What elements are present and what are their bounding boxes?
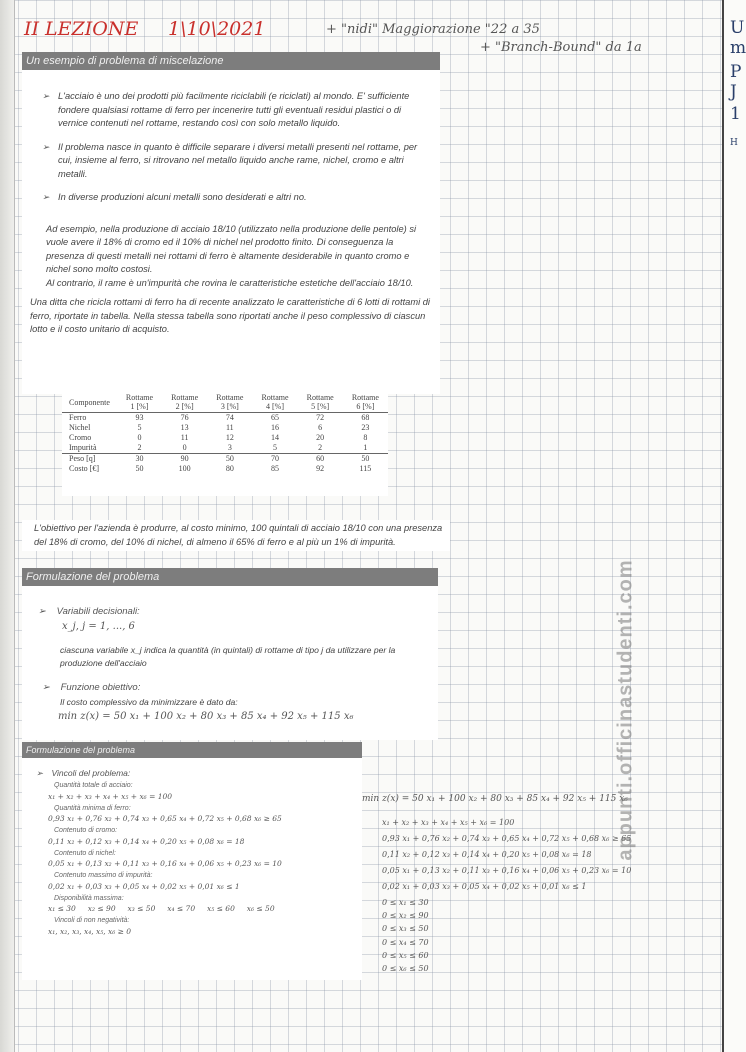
table-cell: 0 xyxy=(182,443,187,452)
table-header: Rottame 5 [%] xyxy=(298,392,343,413)
constraint-expr: 0,05 x₁ + 0,13 x₂ + 0,11 x₃ + 0,16 x₄ + 0,06 x₅ + 0,23 x₆ = 10 xyxy=(48,859,282,868)
notebook-binding xyxy=(0,0,15,1052)
table-cell: 13 xyxy=(180,423,189,432)
bullet-item: ➢ L'acciaio è uno dei prodotti più facilmente riciclabili (e riciclati) al mondo. E' sufficiente fondere qualsiasi rottame di ferro per incenerire tutti gli eventuali residui plastici o di vernice contenuti nel rottame, restando così con solo metallo liquido. xyxy=(22,90,440,131)
next-page-edge xyxy=(722,0,746,1052)
constraint-label: Vincoli di non negatività: xyxy=(54,917,130,924)
printed-section-constraints xyxy=(22,742,362,980)
constraint-label: Quantità totale di acciaio: xyxy=(54,782,133,789)
table-cell: 68 xyxy=(361,413,370,422)
table-cell: 50 xyxy=(343,454,388,465)
constraint-expr: 0,93 x₁ + 0,76 x₂ + 0,74 x₃ + 0,65 x₄ + 0,72 x₅ + 0,68 x₆ ≥ 65 xyxy=(48,814,282,823)
table-cell: 65 xyxy=(270,413,279,422)
summary-constraint: 0 ≤ x₂ ≤ 90 xyxy=(382,911,429,920)
table-header: Rottame 1 [%] xyxy=(117,392,162,413)
table-cell: 60 xyxy=(298,454,343,465)
summary-constraint: 0 ≤ x₅ ≤ 60 xyxy=(382,951,429,960)
table-cell: 16 xyxy=(270,423,279,432)
table-header: Rottame 6 [%] xyxy=(343,392,388,413)
table-header: Rottame 2 [%] xyxy=(162,392,207,413)
constraint-expr: x₁, x₂, x₃, x₄, x₅, x₆ ≥ 0 xyxy=(48,926,132,936)
section-header: Un esempio di problema di miscelazione xyxy=(22,52,440,70)
objective-paragraph: L'obiettivo per l'azienda è produrre, al costo minimo, 100 quintali di acciaio 18/10 con una presenza del 18% di cromo, del 10% di nichel, di almeno il 65% di ferro e al più un 1% di impurità. xyxy=(22,520,450,551)
summary-objective: min z(x) = 50 x₁ + 100 x₂ + 80 x₃ + 85 x₄ + 92 x₅ + 115 x₆ xyxy=(362,794,628,804)
table-header: Componente xyxy=(62,392,117,413)
constraint-label: Quantità minima di ferro: xyxy=(54,804,131,812)
constraint-label: Disponibilità massima: xyxy=(54,894,124,902)
table-cell: 1 xyxy=(363,443,368,452)
table-cell: 80 xyxy=(225,464,234,473)
composition-table-box xyxy=(62,392,388,496)
table-cell: 72 xyxy=(316,413,325,422)
summary-constraint: 0 ≤ x₆ ≤ 50 xyxy=(382,964,429,973)
section-header: Formulazione del problema xyxy=(22,742,362,758)
table-cell: 50 xyxy=(207,454,252,465)
table-row xyxy=(62,423,388,433)
table-cell: 100 xyxy=(178,464,191,473)
bullet-item: ➢ In diverse produzioni alcuni metalli sono desiderati e altri no. xyxy=(22,191,440,205)
table-cell: 20 xyxy=(316,433,325,442)
paragraph-copper: Al contrario, il rame è un'impurità che rovina le caratteristiche estetiche dell'acciaio 18/10. xyxy=(46,277,414,288)
watermark xyxy=(606,520,646,900)
bullet-item: ➢ Il problema nasce in quanto è difficile separare i diversi metalli presenti nel rottame, per cui, insieme al ferro, si ritrovano nel metallo liquido anche rame, nichel, cromo e altri metalli. xyxy=(22,141,440,182)
objective-desc: Il costo complessivo da minimizzare è dato da: xyxy=(60,697,238,707)
table-cell: 50 xyxy=(135,464,144,473)
table-body xyxy=(62,413,388,475)
summary-constraint: 0 ≤ x₄ ≤ 70 xyxy=(382,938,429,947)
printed-section-formulation xyxy=(22,568,438,740)
composition-table xyxy=(62,392,388,474)
table-cell: 11 xyxy=(225,423,234,432)
watermark-text: appunti.officinastudenti.com xyxy=(614,559,637,861)
summary-constraint: 0,02 x₁ + 0,03 x₃ + 0,05 x₄ + 0,02 x₅ + 0,01 x₆ ≤ 1 xyxy=(382,882,587,891)
table-row xyxy=(62,443,388,454)
paragraph-company: Una ditta che ricicla rottami di ferro ha di recente analizzato le caratteristiche di 6 lotti di rottami di ferro, riportate in tabella. Nella stessa tabella sono riportati anche il peso complessivo di ciascun lotto e il costo unitario di acquisto. xyxy=(30,297,430,334)
summary-constraint: x₁ + x₂ + x₃ + x₄ + x₅ + x₆ = 100 xyxy=(382,818,515,827)
next-page-letter: P xyxy=(730,62,742,82)
next-page-letter: J xyxy=(730,82,737,102)
handwritten-note-2: + "Branch-Bound" da 1a xyxy=(480,40,642,55)
summary-constraint: 0,93 x₁ + 0,76 x₂ + 0,74 x₃ + 0,65 x₄ + 0,72 x₅ + 0,68 x₆ ≥ 65 xyxy=(382,834,632,843)
variables-title-text: Variabili decisionali: xyxy=(56,606,140,617)
constraint-expr: x₁ + x₂ + x₃ + x₄ + x₅ + x₆ = 100 xyxy=(48,791,173,801)
constraints-title-text: Vincoli del problema: xyxy=(51,768,131,778)
table-cell: 14 xyxy=(270,433,279,442)
handwritten-note-1: + "nidi" Maggiorazione "22 a 35 xyxy=(326,22,540,37)
table-cell: 92 xyxy=(316,464,325,473)
constraints-list xyxy=(22,782,362,937)
summary-constraint: 0 ≤ x₁ ≤ 30 xyxy=(382,898,429,907)
table-header: Rottame 4 [%] xyxy=(252,392,297,413)
table-cell: 76 xyxy=(180,413,189,422)
next-page-letter: H xyxy=(730,138,738,148)
table-cell: 90 xyxy=(162,454,207,465)
objective-title-text: Funzione obiettivo: xyxy=(60,682,141,693)
objective-expr: min z(x) = 50 x₁ + 100 x₂ + 80 x₃ + 85 x₄ + 92 x₅ + 115 x₆ xyxy=(58,710,354,722)
constraint-label: Contenuto di nichel: xyxy=(54,849,116,857)
printed-section-intro xyxy=(22,52,440,394)
row-label: Nichel xyxy=(69,423,91,432)
variables-expr: x_j, j = 1, ..., 6 xyxy=(62,621,135,632)
constraint-expr: 0,02 x₁ + 0,03 x₃ + 0,05 x₄ + 0,02 x₅ + 0,01 x₆ ≤ 1 xyxy=(48,881,240,891)
table-cell: 12 xyxy=(225,433,234,442)
constraint-label: Contenuto massimo di impurità: xyxy=(54,872,153,879)
table-cell: 30 xyxy=(117,454,162,465)
table-cell: 6 xyxy=(318,423,323,432)
table-cell: 85 xyxy=(270,464,279,473)
table-cell: 3 xyxy=(227,443,232,452)
table-cell: 8 xyxy=(363,433,368,442)
section-header: Formulazione del problema xyxy=(22,568,438,586)
table-row xyxy=(62,464,388,474)
table-row xyxy=(62,433,388,443)
next-page-letter: U xyxy=(730,18,745,38)
variables-title: ➢ Variabili decisionali: xyxy=(38,606,140,617)
summary-constraint: 0,05 x₁ + 0,13 x₂ + 0,11 x₃ + 0,16 x₄ + 0,06 x₅ + 0,23 x₆ = 10 xyxy=(382,866,632,875)
row-label: Ferro xyxy=(69,413,87,422)
next-page-letter: 1 xyxy=(730,104,741,124)
lesson-date: 1\10\2021 xyxy=(168,18,266,40)
summary-constraint: 0,11 x₂ + 0,12 x₃ + 0,14 x₄ + 0,20 x₅ + 0,08 x₆ = 18 xyxy=(382,850,592,859)
row-label: Peso [q] xyxy=(62,454,117,465)
table-row xyxy=(62,454,388,465)
table-cell: 11 xyxy=(180,433,189,442)
row-label: Costo [€] xyxy=(69,464,99,473)
table-cell: 23 xyxy=(361,423,370,432)
table-cell: 2 xyxy=(318,443,323,452)
constraint-expr: 0,11 x₂ + 0,12 x₃ + 0,14 x₄ + 0,20 x₅ + 0,08 x₆ = 18 xyxy=(48,836,245,846)
table-cell: 93 xyxy=(135,413,144,422)
constraints-title: ➢ Vincoli del problema: xyxy=(36,768,131,778)
constraint-label: Contenuto di cromo: xyxy=(54,827,118,834)
paragraph-example: Ad esempio, nella produzione di acciaio 18/10 (utilizzato nella produzione delle pentole) si vuole avere il 18% di cromo ed il 10% di nichel nel prodotto finito. Di conseguenza la presenza di questi metalli nei rottami di ferro è altamente desiderabile in quanto cromo e nichel sono molto costosi. xyxy=(46,223,417,274)
row-label: Impurità xyxy=(69,443,97,452)
objective-title: ➢ Funzione obiettivo: xyxy=(42,682,141,693)
intro-bullets xyxy=(22,90,440,205)
table-header: Rottame 3 [%] xyxy=(207,392,252,413)
variables-desc: ciascuna variabile x_j indica la quantità (in quintali) di rottame di tipo j da utilizzare per la produzione dell'acciaio xyxy=(60,645,396,668)
table-cell: 5 xyxy=(272,443,277,452)
row-label: Cromo xyxy=(69,433,92,442)
table-row xyxy=(62,413,388,424)
table-cell: 70 xyxy=(252,454,297,465)
table-cell: 5 xyxy=(137,423,142,432)
table-cell: 74 xyxy=(225,413,234,422)
table-cell: 0 xyxy=(137,433,142,442)
table-cell: 115 xyxy=(359,464,372,473)
constraint-expr: x₁ ≤ 30 x₂ ≤ 90 x₃ ≤ 50 x₄ ≤ 70 x₅ ≤ 60 x₆ ≤ 50 xyxy=(48,904,275,913)
lesson-title: II LEZIONE xyxy=(24,18,139,40)
table-cell: 2 xyxy=(137,443,142,452)
next-page-letter: m xyxy=(730,38,746,58)
summary-constraint: 0 ≤ x₃ ≤ 50 xyxy=(382,924,429,933)
